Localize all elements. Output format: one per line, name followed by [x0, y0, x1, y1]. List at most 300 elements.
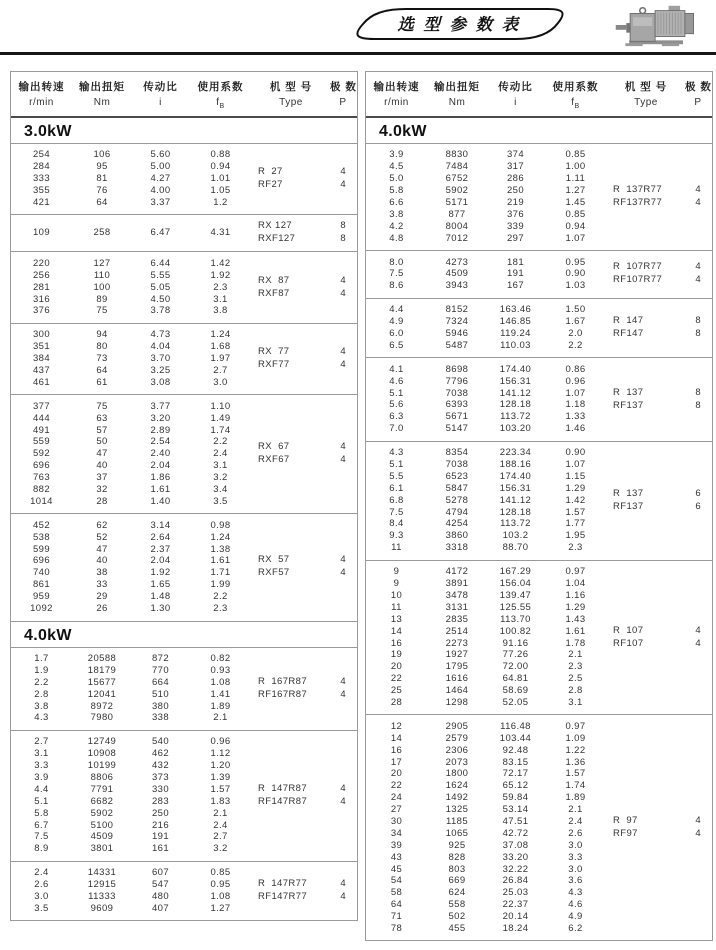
- value-cell: 1.61: [210, 555, 231, 567]
- value-cell: 1795: [445, 661, 469, 673]
- model-type: [607, 720, 685, 934]
- value-cell: 4.73: [150, 329, 171, 341]
- value-cell: 13: [390, 613, 403, 625]
- value-cell: 2.3: [568, 661, 583, 673]
- value-cell: 4509: [445, 268, 469, 280]
- parameter-block: [366, 357, 712, 440]
- value-cell: 161: [151, 843, 170, 855]
- value-cell: 300: [32, 329, 51, 341]
- parameter-table-right: [365, 71, 713, 941]
- value-cell: 2.4: [213, 819, 228, 831]
- value-cell: 547: [151, 879, 170, 891]
- value-cell: 1.42: [565, 494, 586, 506]
- pole-count-line: 4: [340, 441, 346, 453]
- value-cell: 119.24: [500, 328, 531, 340]
- model-type-line: RF107: [613, 637, 644, 649]
- value-cell: 4.27: [150, 173, 171, 185]
- column-header-poles: 极 数 P: [685, 81, 712, 108]
- model-type-line: RF97: [613, 827, 638, 839]
- value-cell: 5.05: [150, 281, 171, 293]
- value-cell: 8.6: [389, 280, 404, 292]
- value-cell: 2.1: [213, 712, 228, 724]
- value-cell: 37: [96, 472, 108, 484]
- value-cell: 1.68: [210, 341, 231, 353]
- value-cell: 17: [390, 756, 403, 768]
- pole-count-line: 4: [340, 795, 346, 807]
- value-cell: 58.69: [502, 685, 529, 697]
- value-cell: 3891: [445, 578, 469, 590]
- value-cell: 2.4: [34, 867, 49, 879]
- page-title: 选 型 参 数 表: [397, 16, 521, 34]
- value-cell: 925: [448, 839, 466, 851]
- value-cell: 45: [390, 863, 403, 875]
- value-cell: 0.96: [565, 375, 586, 387]
- parameter-block: [11, 214, 357, 251]
- value-cell: 432: [151, 760, 170, 772]
- value-cell: 592: [32, 448, 51, 460]
- value-cell: 803: [448, 863, 466, 875]
- value-cell: 1800: [445, 768, 469, 780]
- table-header: [366, 72, 712, 118]
- value-cell: 284: [32, 161, 51, 173]
- pole-count-line: 4: [340, 567, 346, 579]
- model-type: [252, 220, 330, 245]
- value-cell: 1.74: [565, 780, 586, 792]
- value-cell: 437: [32, 365, 51, 377]
- value-cell: 14: [390, 625, 403, 637]
- model-type-line: R 137R77: [613, 184, 663, 196]
- value-cell: 29: [96, 591, 108, 603]
- value-cell: 1.89: [565, 792, 586, 804]
- value-cell: 64: [390, 899, 403, 911]
- model-type-line: RF147R87: [258, 795, 308, 807]
- value-cell: 696: [32, 460, 51, 472]
- value-cell: 219: [506, 197, 525, 208]
- value-cell: 4509: [90, 831, 114, 843]
- value-cell: 1.46: [565, 423, 586, 435]
- pole-count-line: 4: [695, 827, 701, 839]
- parameter-block: [11, 323, 357, 394]
- value-cell: 3.3: [34, 760, 49, 772]
- value-cell: 1.11: [565, 173, 586, 185]
- value-cell: 669: [448, 875, 466, 887]
- value-cell: 1.99: [210, 579, 231, 591]
- value-cell: 1.42: [210, 257, 231, 269]
- value-cell: 2.0: [568, 328, 583, 340]
- pole-count: [330, 867, 356, 915]
- value-cell: 37.08: [502, 839, 529, 851]
- parameter-block: [11, 647, 357, 730]
- value-cell: 11333: [88, 890, 116, 902]
- model-type: [252, 149, 330, 208]
- parameter-block: [366, 441, 712, 560]
- value-cell: 1.2: [213, 197, 228, 208]
- value-cell: 113.72: [500, 518, 531, 530]
- value-cell: 1.07: [565, 387, 586, 399]
- value-cell: 407: [151, 902, 170, 914]
- value-cell: 28: [390, 696, 403, 708]
- pole-count-line: 4: [340, 554, 346, 566]
- value-cell: 22: [390, 780, 403, 792]
- value-cell: 2073: [445, 756, 469, 768]
- column-header-type: 机 型 号 Type: [624, 81, 668, 108]
- value-cell: 6682: [90, 795, 114, 807]
- value-cell: 12915: [87, 879, 117, 891]
- value-cell: 0.85: [210, 867, 231, 879]
- column-header-type: 机 型 号 Type: [269, 81, 313, 108]
- value-cell: 139.47: [499, 589, 532, 601]
- value-cell: 14331: [87, 867, 117, 879]
- value-cell: 3.08: [150, 376, 171, 388]
- model-type-line: RF107R77: [613, 274, 663, 286]
- model-type: [607, 304, 685, 352]
- value-cell: 444: [32, 412, 51, 424]
- value-cell: 125.55: [499, 601, 532, 613]
- value-cell: 3.0: [568, 863, 583, 875]
- value-cell: 7.5: [389, 268, 404, 280]
- value-cell: 2306: [445, 744, 469, 756]
- value-cell: 4.8: [389, 232, 404, 244]
- value-cell: 2.7: [213, 365, 228, 377]
- value-cell: 4.31: [210, 227, 231, 239]
- pole-count: [685, 149, 711, 244]
- parameter-block: [11, 513, 357, 620]
- value-cell: 26: [96, 603, 108, 615]
- value-cell: 380: [151, 700, 170, 712]
- value-cell: 0.90: [565, 447, 586, 459]
- value-cell: 113.70: [500, 613, 531, 625]
- value-cell: 1.9: [34, 664, 49, 676]
- value-cell: 110.03: [500, 339, 531, 351]
- pole-count: [330, 149, 356, 208]
- value-cell: 100.82: [499, 625, 532, 637]
- value-cell: 64: [96, 197, 108, 208]
- value-cell: 540: [151, 736, 170, 748]
- parameter-block: [366, 560, 712, 715]
- value-cell: 1.29: [565, 601, 586, 613]
- value-cell: 7012: [445, 232, 469, 244]
- model-type-line: RX 77: [258, 346, 290, 358]
- value-cell: 4.3: [389, 447, 404, 459]
- value-cell: 384: [32, 353, 51, 365]
- value-cell: 4.1: [389, 363, 404, 375]
- value-cell: 283: [151, 795, 170, 807]
- value-cell: 297: [506, 232, 525, 244]
- value-cell: 7.5: [34, 831, 49, 843]
- column-header-ratio: 传动比 i: [498, 81, 533, 108]
- pole-count: [330, 519, 356, 614]
- value-cell: 1.83: [210, 795, 231, 807]
- value-cell: 3478: [445, 589, 469, 601]
- value-cell: 1.12: [210, 748, 231, 760]
- model-type-line: RF147R77: [258, 891, 308, 903]
- value-cell: 1.00: [565, 161, 586, 173]
- value-cell: 40: [96, 460, 108, 472]
- gearmotor-photo: [612, 1, 704, 49]
- column-header-speed: 输出转速 r/min: [373, 81, 420, 108]
- value-cell: 4.2: [389, 220, 404, 232]
- value-cell: 57: [96, 424, 108, 436]
- model-type-line: R 137: [613, 386, 644, 398]
- value-cell: 3.78: [150, 305, 171, 317]
- value-cell: 11: [391, 542, 402, 554]
- value-cell: 223.34: [499, 447, 532, 459]
- value-cell: 5278: [445, 494, 469, 506]
- value-cell: 22.37: [502, 899, 529, 911]
- pole-count: [685, 447, 711, 554]
- value-cell: 5946: [445, 328, 469, 340]
- value-cell: 167.29: [499, 566, 532, 578]
- value-cell: 510: [151, 688, 170, 700]
- value-cell: 1.07: [565, 232, 586, 244]
- value-cell: 163.46: [499, 304, 532, 316]
- value-cell: 421: [32, 197, 51, 208]
- value-cell: 872: [151, 652, 170, 664]
- value-cell: 3.3: [568, 851, 583, 863]
- value-cell: 763: [32, 472, 51, 484]
- value-cell: 333: [32, 173, 51, 185]
- value-cell: 2.8: [34, 688, 49, 700]
- parameter-block: [366, 250, 712, 298]
- value-cell: 8830: [445, 149, 469, 161]
- value-cell: 1065: [445, 827, 469, 839]
- model-type: [252, 257, 330, 316]
- value-cell: 4.4: [389, 304, 404, 316]
- value-cell: 7.0: [389, 423, 404, 435]
- value-cell: 7038: [445, 459, 469, 471]
- pole-count: [330, 220, 356, 245]
- model-type: [252, 736, 330, 855]
- value-cell: 3131: [445, 601, 469, 613]
- value-cell: 113.72: [500, 411, 531, 423]
- value-cell: 3.6: [568, 875, 583, 887]
- value-cell: 2.4: [213, 448, 228, 460]
- value-cell: 11: [391, 601, 402, 613]
- value-cell: 1.16: [565, 589, 586, 601]
- value-cell: 6.47: [150, 227, 171, 239]
- model-type-line: R 107: [613, 624, 644, 636]
- value-cell: 3943: [445, 280, 469, 292]
- value-cell: 1927: [445, 649, 469, 661]
- pole-count-line: 4: [695, 261, 701, 273]
- value-cell: 100: [93, 281, 111, 293]
- model-type-line: RF137: [613, 399, 644, 411]
- value-cell: 3.0: [213, 376, 228, 388]
- value-cell: 63: [96, 412, 108, 424]
- value-cell: 61: [96, 376, 108, 388]
- value-cell: 2.54: [150, 436, 171, 448]
- value-cell: 0.96: [210, 736, 231, 748]
- value-cell: 26.84: [502, 875, 529, 887]
- value-cell: 2.7: [34, 736, 49, 748]
- title-banner: [348, 5, 570, 43]
- value-cell: 461: [32, 376, 51, 388]
- value-cell: 2.4: [568, 815, 583, 827]
- pole-count-line: 8: [695, 315, 701, 327]
- value-cell: 6.44: [150, 257, 171, 269]
- value-cell: 1.36: [565, 756, 586, 768]
- value-cell: 339: [506, 220, 525, 232]
- value-cell: 12749: [87, 736, 117, 748]
- value-cell: 4.3: [34, 712, 49, 724]
- value-cell: 78: [390, 922, 403, 934]
- value-cell: 10199: [87, 760, 117, 772]
- pole-count-line: 4: [695, 184, 701, 196]
- pole-count: [685, 304, 711, 352]
- model-type-line: R 167R87: [258, 675, 308, 687]
- value-cell: 9: [393, 578, 400, 590]
- value-cell: 2.1: [568, 804, 583, 816]
- pole-count-line: 4: [340, 274, 346, 286]
- value-cell: 8806: [90, 771, 114, 783]
- model-type-line: R 147R77: [258, 878, 308, 890]
- value-cell: 62: [96, 519, 108, 531]
- value-cell: 317: [506, 161, 525, 173]
- value-cell: 7796: [445, 375, 469, 387]
- column-header-speed: 输出转速 r/min: [18, 81, 65, 108]
- pole-count-line: 4: [340, 359, 346, 371]
- value-cell: 156.31: [499, 482, 532, 494]
- model-type-line: RF27: [258, 179, 283, 191]
- value-cell: 54: [390, 875, 403, 887]
- value-cell: 2.1: [568, 649, 583, 661]
- value-cell: 6.0: [389, 328, 404, 340]
- model-type: [252, 519, 330, 614]
- value-cell: 12: [390, 720, 403, 732]
- value-cell: 877: [448, 208, 466, 220]
- value-cell: 4254: [445, 518, 469, 530]
- pole-count-line: 4: [340, 878, 346, 890]
- pole-count-line: 8: [340, 220, 346, 232]
- value-cell: 455: [448, 922, 466, 934]
- value-cell: 696: [32, 555, 51, 567]
- pole-count: [330, 400, 356, 507]
- value-cell: 5847: [445, 482, 469, 494]
- value-cell: 3.4: [213, 484, 228, 496]
- value-cell: 1.92: [150, 567, 171, 579]
- model-type-line: R 27: [258, 166, 283, 178]
- parameter-block: [11, 861, 357, 921]
- value-cell: 0.82: [210, 652, 231, 664]
- value-cell: 1.41: [210, 688, 231, 700]
- value-cell: 3.5: [34, 902, 49, 914]
- pole-count: [330, 736, 356, 855]
- model-type-line: RX 87: [258, 274, 290, 286]
- value-cell: 1.03: [565, 280, 586, 292]
- model-type-line: R 147: [613, 315, 644, 327]
- value-cell: 5487: [445, 339, 469, 351]
- pole-count-line: 4: [340, 346, 346, 358]
- value-cell: 6.6: [389, 197, 404, 208]
- value-cell: 538: [32, 531, 51, 543]
- value-cell: 1185: [445, 815, 469, 827]
- value-cell: 4.4: [34, 783, 49, 795]
- value-cell: 156.31: [499, 375, 532, 387]
- column-header-service-factor: 使用系数 $f_B$: [552, 81, 599, 110]
- model-type-line: RX 67: [258, 441, 290, 453]
- value-cell: 4.5: [389, 161, 404, 173]
- value-cell: 2579: [445, 732, 469, 744]
- value-cell: 28: [96, 495, 108, 507]
- value-cell: 5671: [445, 411, 469, 423]
- value-cell: 47: [96, 543, 108, 555]
- column-header-ratio: 传动比 i: [143, 81, 178, 108]
- value-cell: 5171: [445, 197, 469, 208]
- value-cell: 1.71: [210, 567, 231, 579]
- value-cell: 1.86: [150, 472, 171, 484]
- value-cell: 558: [448, 899, 466, 911]
- value-cell: 32.22: [502, 863, 529, 875]
- value-cell: 33: [96, 579, 108, 591]
- value-cell: 47: [96, 448, 108, 460]
- value-cell: 0.86: [565, 363, 586, 375]
- value-cell: 4.00: [150, 185, 171, 197]
- value-cell: 16: [390, 744, 403, 756]
- value-cell: 64.81: [502, 673, 529, 685]
- value-cell: 3.9: [389, 149, 404, 161]
- model-type: [607, 363, 685, 434]
- value-cell: 861: [32, 579, 51, 591]
- model-type-line: RX 57: [258, 554, 290, 566]
- value-cell: 7.5: [389, 506, 404, 518]
- value-cell: 1.27: [565, 185, 586, 197]
- value-cell: 376: [32, 305, 51, 317]
- tables-area: [10, 71, 713, 941]
- value-cell: 559: [32, 436, 51, 448]
- model-type-line: RF137R77: [613, 197, 663, 209]
- value-cell: 250: [151, 807, 170, 819]
- value-cell: 5902: [90, 807, 114, 819]
- value-cell: 9: [393, 566, 400, 578]
- value-cell: 1.95: [565, 530, 586, 542]
- value-cell: 281: [32, 281, 51, 293]
- value-cell: 607: [151, 867, 170, 879]
- value-cell: 5.0: [389, 173, 404, 185]
- value-cell: 8152: [445, 304, 469, 316]
- table-body-right: [366, 118, 712, 940]
- value-cell: 0.88: [210, 149, 231, 161]
- value-cell: 9609: [90, 902, 114, 914]
- pole-count-line: 6: [695, 487, 701, 499]
- value-cell: 3.8: [34, 700, 49, 712]
- value-cell: 3.8: [389, 208, 404, 220]
- value-cell: 3.14: [150, 519, 171, 531]
- value-cell: 64: [96, 365, 108, 377]
- value-cell: 156.04: [499, 578, 532, 590]
- value-cell: 7980: [90, 712, 114, 724]
- value-cell: 2905: [445, 720, 469, 732]
- value-cell: 1.18: [565, 399, 586, 411]
- value-cell: 3.0: [568, 839, 583, 851]
- value-cell: 7791: [90, 783, 114, 795]
- pole-count: [330, 329, 356, 388]
- value-cell: 95: [96, 161, 108, 173]
- value-cell: 0.85: [565, 149, 586, 161]
- value-cell: 377: [32, 400, 51, 412]
- model-type: [252, 867, 330, 915]
- value-cell: 2.3: [568, 542, 583, 554]
- value-cell: 30: [390, 815, 403, 827]
- value-cell: 2.04: [150, 460, 171, 472]
- value-cell: 1.15: [565, 470, 586, 482]
- value-cell: 103.20: [499, 423, 532, 435]
- value-cell: 216: [151, 819, 170, 831]
- pole-count-line: 4: [340, 782, 346, 794]
- value-cell: 258: [93, 227, 111, 239]
- value-cell: 250: [506, 185, 525, 197]
- value-cell: 1.24: [210, 531, 231, 543]
- model-type: [607, 447, 685, 554]
